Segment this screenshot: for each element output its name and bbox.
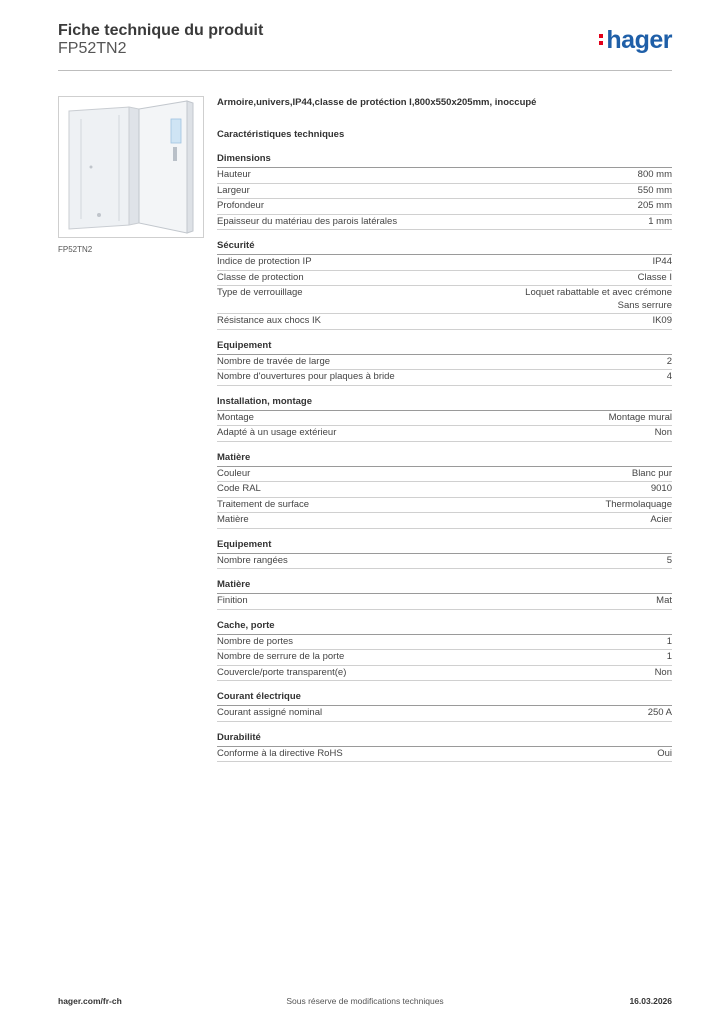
spec-row — [217, 314, 672, 330]
spec-row — [217, 467, 672, 483]
spec-label: Epaisseur du matériau des parois latérales — [217, 215, 398, 227]
footer-site: hager.com/fr-ch — [58, 996, 122, 1006]
product-image — [58, 96, 204, 238]
image-caption: FP52TN2 — [58, 245, 93, 254]
spec-section — [217, 240, 672, 330]
spec-value: 4 — [666, 371, 672, 382]
spec-value: IK09 — [652, 315, 672, 326]
spec-value: 550 mm — [637, 184, 672, 196]
spec-value: 250 A — [647, 707, 672, 718]
spec-label: Classe de protection — [217, 271, 304, 283]
spec-value: Oui — [657, 747, 672, 759]
spec-label: Profondeur — [217, 200, 265, 211]
spec-value: Acier — [650, 514, 672, 525]
page-header — [58, 22, 672, 71]
cabinet-illustration — [59, 97, 203, 237]
spec-label: Type de verrouillage — [217, 287, 303, 298]
spec-label: Matière — [217, 514, 249, 525]
spec-row — [217, 184, 672, 200]
footer-note: Sous réserve de modifications techniques — [286, 996, 444, 1006]
spec-label: Nombre de travée de large — [217, 355, 331, 367]
section-title: Courant électrique — [217, 691, 672, 706]
page-footer — [58, 996, 672, 1010]
section-title: Cache, porte — [217, 620, 672, 635]
hager-logo — [599, 26, 672, 55]
section-title: Sécurité — [217, 240, 672, 255]
spec-value: 2 — [666, 355, 672, 367]
spec-section — [217, 579, 672, 610]
section-title: Equipement — [217, 539, 672, 554]
spec-row — [217, 199, 672, 215]
section-title: Installation, montage — [217, 396, 672, 411]
spec-value: 800 mm — [637, 169, 672, 180]
spec-label: Nombre de portes — [217, 635, 294, 647]
spec-row — [217, 594, 672, 610]
logo-text: hager — [606, 26, 672, 54]
spec-value: 1 mm — [648, 215, 672, 227]
section-title: Matière — [217, 579, 672, 594]
spec-row — [217, 635, 672, 651]
spec-value: 9010 — [650, 483, 672, 494]
spec-label: Couvercle/porte transparent(e) — [217, 666, 347, 678]
spec-value: Montage mural — [608, 411, 672, 423]
page-title: Fiche technique du produit — [58, 22, 264, 39]
spec-label: Nombre d'ouvertures pour plaques à bride — [217, 371, 395, 382]
spec-row — [217, 168, 672, 184]
spec-row — [217, 513, 672, 529]
product-reference: FP52TN2 — [58, 40, 127, 57]
spec-label: Courant assigné nominal — [217, 707, 323, 718]
spec-row — [217, 271, 672, 287]
spec-row — [217, 666, 672, 682]
spec-sections — [217, 153, 672, 762]
spec-row — [217, 650, 672, 666]
spec-label: Conforme à la directive RoHS — [217, 747, 343, 759]
spec-value: 1 — [666, 651, 672, 662]
spec-value: Non — [654, 666, 672, 678]
spec-section — [217, 153, 672, 230]
spec-value: IP44 — [652, 256, 672, 267]
spec-value: Blanc pur — [631, 467, 672, 479]
spec-label: Montage — [217, 411, 254, 423]
spec-row — [217, 498, 672, 514]
spec-row — [217, 355, 672, 371]
spec-label: Indice de protection IP — [217, 256, 312, 267]
spec-section — [217, 452, 672, 529]
section-title: Durabilité — [217, 732, 672, 747]
spec-section — [217, 620, 672, 682]
section-title: Dimensions — [217, 153, 672, 168]
spec-label: Code RAL — [217, 483, 261, 494]
spec-section — [217, 396, 672, 442]
spec-label: Résistance aux chocs IK — [217, 315, 322, 326]
spec-value: 5 — [666, 554, 672, 566]
spec-label: Finition — [217, 595, 248, 606]
spec-row — [217, 426, 672, 442]
spec-value: Classe I — [637, 271, 672, 283]
spec-label: Nombre rangées — [217, 554, 288, 566]
spec-row — [217, 215, 672, 231]
spec-label: Hauteur — [217, 169, 251, 180]
spec-label: Traitement de surface — [217, 498, 310, 510]
spec-value: 205 mm — [637, 200, 672, 211]
spec-value: Thermolaquage — [605, 498, 672, 510]
spec-row — [217, 255, 672, 271]
technical-characteristics-title: Caractéristiques techniques — [217, 129, 345, 140]
spec-row — [217, 370, 672, 386]
spec-value: Loquet rabattable et avec crémone Sans serrure — [525, 287, 672, 311]
logo-dots-icon — [599, 31, 604, 48]
product-description: Armoire,univers,IP44,classe de protéction I,800x550x205mm, inoccupé — [217, 97, 537, 108]
spec-row — [217, 411, 672, 427]
spec-section — [217, 539, 672, 570]
spec-row — [217, 747, 672, 763]
spec-row — [217, 482, 672, 498]
spec-value: Non — [654, 427, 672, 438]
spec-section — [217, 340, 672, 386]
spec-row — [217, 554, 672, 570]
spec-value: 1 — [666, 635, 672, 647]
spec-section — [217, 732, 672, 763]
spec-label: Couleur — [217, 467, 251, 479]
spec-label: Adapté à un usage extérieur — [217, 427, 337, 438]
spec-section — [217, 691, 672, 722]
spec-label: Largeur — [217, 184, 250, 196]
section-title: Equipement — [217, 340, 672, 355]
spec-row — [217, 706, 672, 722]
spec-value: Mat — [656, 595, 672, 606]
spec-row — [217, 286, 672, 314]
section-title: Matière — [217, 452, 672, 467]
spec-content — [217, 97, 672, 762]
footer-date: 16.03.2026 — [629, 996, 672, 1006]
spec-label: Nombre de serrure de la porte — [217, 651, 345, 662]
